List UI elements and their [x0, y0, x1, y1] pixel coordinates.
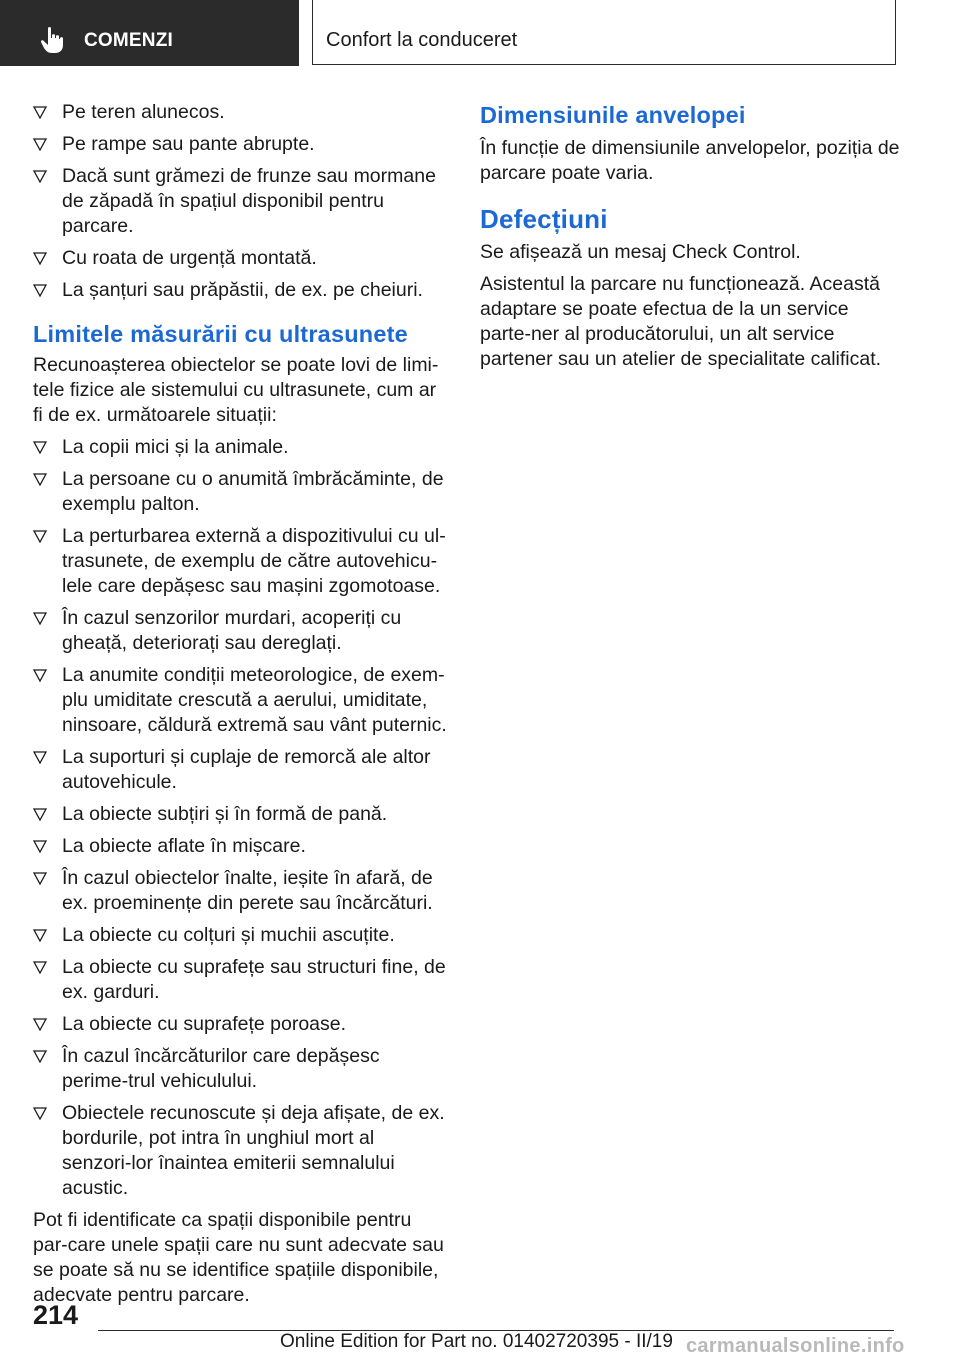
list-item — [33, 802, 448, 827]
list-item-text: Dacă sunt grămezi de frunze sau mormane de zăpadă în spațiul disponibil pentru parcare. — [62, 165, 436, 237]
list-item — [33, 834, 448, 859]
list-item — [33, 606, 448, 656]
bullet-triangle-icon — [33, 1018, 47, 1031]
header-tab-label: COMENZI — [84, 30, 174, 51]
bullet-triangle-icon — [33, 808, 47, 821]
bullet-triangle-icon — [33, 840, 47, 853]
section-intro: Recunoașterea obiectelor se poate lovi de limi‐tele fizice ale sistemului cu ultrasunete, cum ar fi de ex. următoarele situații: — [33, 354, 439, 426]
list-item-text: La anumite condiții meteorologice, de exem‐plu umiditate crescută a aerului, umiditate, ninsoare, căldură extremă sau vânt puternic. — [62, 664, 447, 736]
list-item-text: În cazul obiectelor înalte, ieșite în afară, de ex. proeminențe din perete sau încărcături. — [62, 867, 433, 914]
list-item — [33, 435, 448, 460]
chapter-header — [312, 0, 896, 65]
bullet-triangle-icon — [33, 530, 47, 543]
section-heading-tire-size: Dimensiunile anvelopei — [480, 102, 746, 128]
limitations-list — [33, 435, 448, 1201]
right-column — [480, 100, 900, 379]
list-item-text: La obiecte subțiri și în formă de pană. — [62, 803, 388, 825]
page-number: 214 — [33, 1300, 79, 1330]
list-item — [33, 663, 448, 738]
chapter-title: Confort la conduceret — [326, 29, 518, 51]
conditions-list — [33, 100, 448, 303]
bullet-triangle-icon — [33, 106, 47, 119]
malfunction-paragraph-1: Se afișează un mesaj Check Control. — [480, 241, 801, 263]
bullet-triangle-icon — [33, 1107, 47, 1120]
bullet-triangle-icon — [33, 872, 47, 885]
list-item-text: La obiecte aflate în mișcare. — [62, 835, 306, 857]
list-item-text: Pe rampe sau pante abrupte. — [62, 133, 315, 155]
bullet-triangle-icon — [33, 1050, 47, 1063]
section-heading-malfunctions: Defecțiuni — [480, 204, 608, 234]
list-item — [33, 1101, 448, 1201]
header-tab — [0, 0, 299, 66]
list-item — [33, 1012, 448, 1037]
list-item-text: Pe teren alunecos. — [62, 101, 225, 123]
list-item — [33, 467, 448, 517]
list-item-text: În cazul senzorilor murdari, acoperiți cu gheață, deteriorați sau dereglați. — [62, 607, 402, 654]
list-item — [33, 923, 448, 948]
list-item-text: La obiecte cu colțuri și muchii ascuțite. — [62, 924, 395, 946]
left-column — [33, 100, 448, 1315]
list-item — [33, 132, 448, 157]
list-item-text: La perturbarea externă a dispozitivului cu ul‐trasunete, de exemplu de către autovehicu‐lele care depășesc sau mașini zgomotoase. — [62, 525, 446, 597]
bullet-triangle-icon — [33, 751, 47, 764]
list-item-text: La obiecte cu suprafețe poroase. — [62, 1013, 347, 1035]
bullet-triangle-icon — [33, 138, 47, 151]
bullet-triangle-icon — [33, 929, 47, 942]
malfunction-paragraph-2: Asistentul la parcare nu funcționează. Această adaptare se poate efectua de la un service parte‐ner al producătorului, un alt service partener sau un atelier de specialitate calificat. — [480, 273, 882, 370]
bullet-triangle-icon — [33, 669, 47, 682]
list-item-text: La șanțuri sau prăpăstii, de ex. pe cheiuri. — [62, 279, 423, 301]
list-item-text: La copii mici și la animale. — [62, 436, 289, 458]
list-item-text: În cazul încărcăturilor care depășesc perime‐trul vehiculului. — [62, 1045, 380, 1092]
bullet-triangle-icon — [33, 284, 47, 297]
bullet-triangle-icon — [33, 441, 47, 454]
list-item-text: Obiectele recunoscute și deja afișate, de ex. bordurile, pot intra în unghiul mort al senzori‐lor înaintea emiterii semnalului acustic. — [62, 1102, 445, 1199]
list-item — [33, 955, 448, 1005]
list-item — [33, 164, 448, 239]
closing-paragraph: Pot fi identificate ca spații disponibile pentru par‐care unele spații care nu sunt adecvate sau se poate să nu se identifice spațiile disponibile, adecvate pentru parcare. — [33, 1209, 444, 1306]
list-item-text: La persoane cu o anumită îmbrăcăminte, de exemplu palton. — [62, 468, 444, 515]
footer-edition: Online Edition for Part no. 01402720395 - II/19 — [280, 1331, 673, 1352]
tire-size-paragraph: În funcție de dimensiunile anvelopelor, poziția de parcare poate varia. — [480, 137, 900, 184]
list-item-text: La obiecte cu suprafețe sau structuri fine, de ex. garduri. — [62, 956, 446, 1003]
section-heading-ultrasonic-limits: Limitele măsurării cu ultrasunete — [33, 321, 408, 347]
list-item — [33, 278, 448, 303]
watermark: carmanualsonline.info — [686, 1335, 905, 1357]
bullet-triangle-icon — [33, 473, 47, 486]
bullet-triangle-icon — [33, 612, 47, 625]
hand-pointer-icon — [40, 26, 66, 54]
list-item-text: La suporturi și cuplaje de remorcă ale altor autovehicule. — [62, 746, 431, 793]
list-item — [33, 246, 448, 271]
list-item — [33, 1044, 448, 1094]
list-item — [33, 866, 448, 916]
list-item-text: Cu roata de urgență montată. — [62, 247, 317, 269]
bullet-triangle-icon — [33, 170, 47, 183]
bullet-triangle-icon — [33, 961, 47, 974]
list-item — [33, 524, 448, 599]
list-item — [33, 100, 448, 125]
list-item — [33, 745, 448, 795]
bullet-triangle-icon — [33, 252, 47, 265]
